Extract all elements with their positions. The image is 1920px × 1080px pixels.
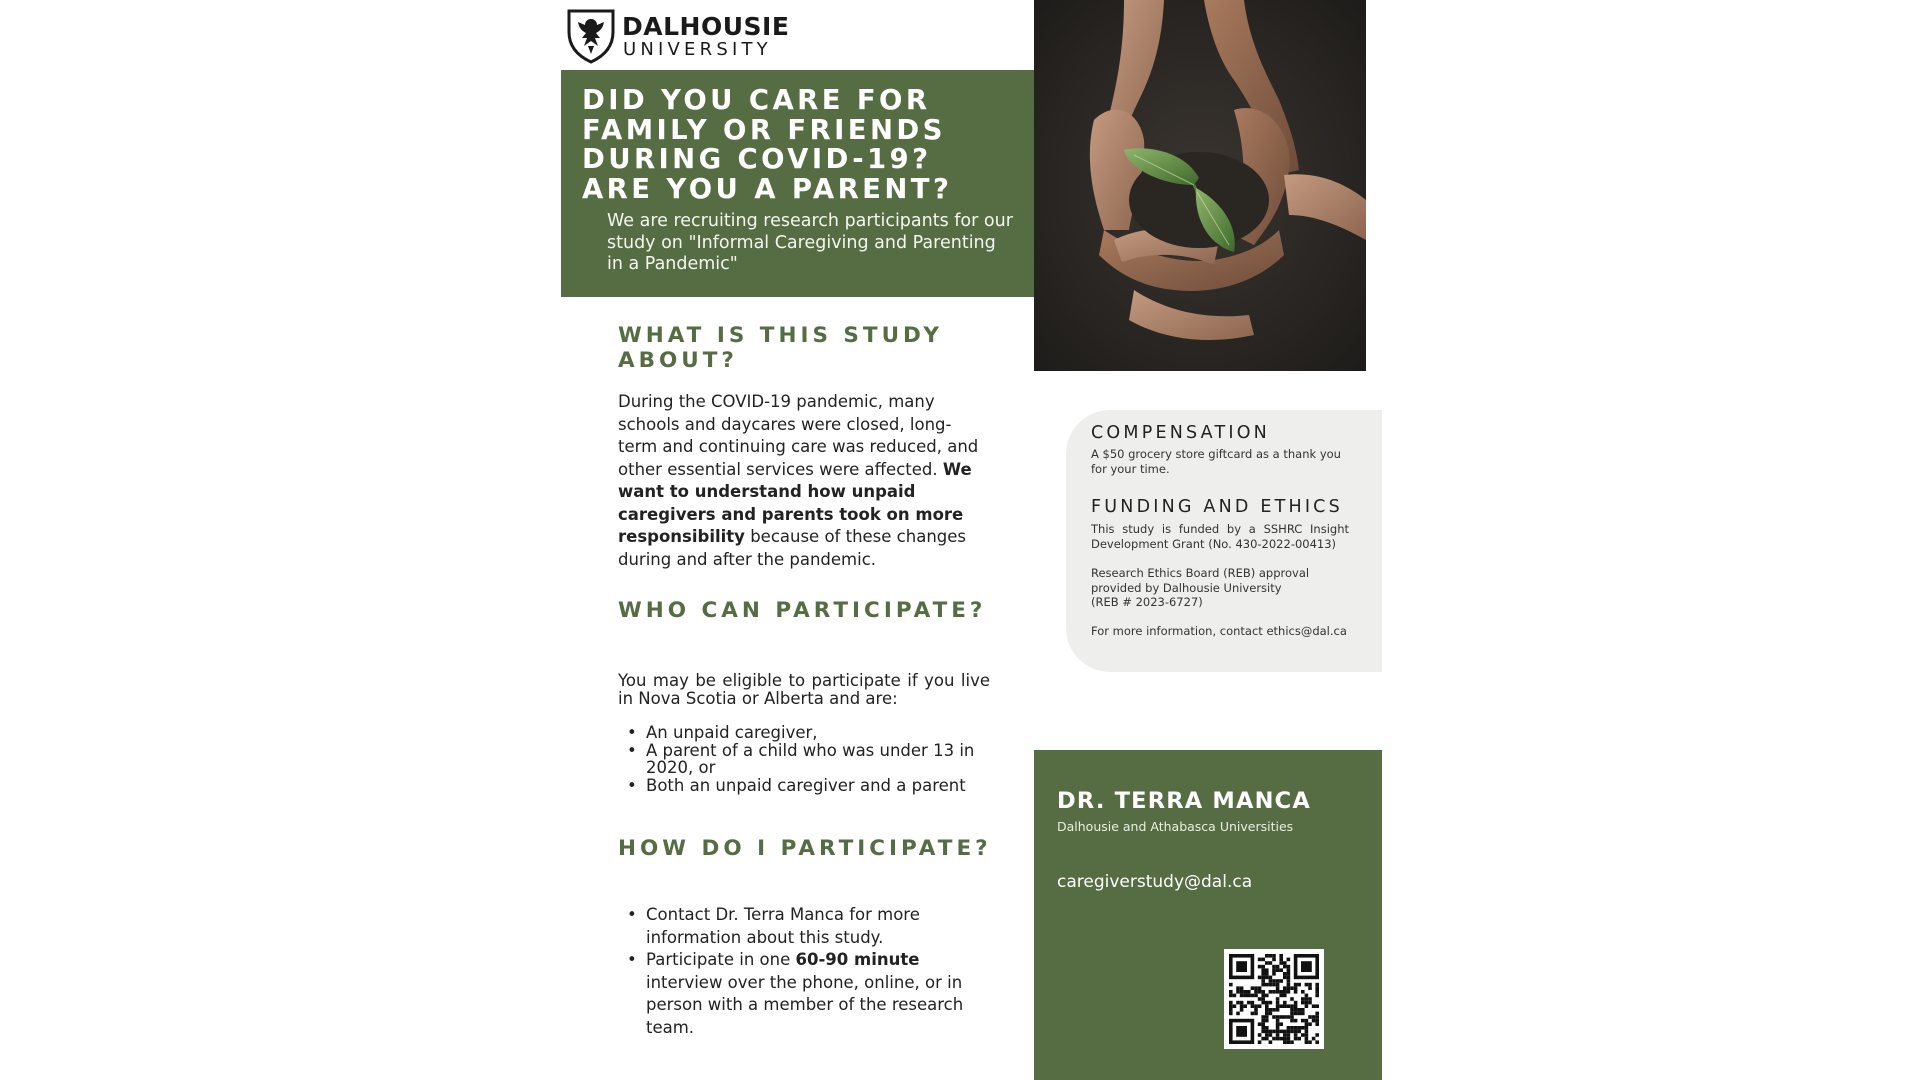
list-item: • An unpaid caregiver,: [618, 724, 978, 742]
what-text-bold: We want to understand how unpaid caregivers and parents took on more responsibility: [618, 459, 972, 546]
researcher-name: DR. TERRA MANCA: [1057, 788, 1311, 814]
eligibility-list: [618, 724, 978, 794]
list-item: • Contact Dr. Terra Manca for more information about this study.: [618, 904, 978, 949]
list-item: • Both an unpaid caregiver and a parent: [618, 777, 978, 795]
qr-code-icon[interactable]: [1224, 949, 1324, 1049]
list-item: • A parent of a child who was under 13 in 2020, or: [618, 742, 978, 777]
who-heading: WHO CAN PARTICIPATE?: [618, 598, 987, 623]
contact-block: [1034, 750, 1382, 1080]
hero-title-line: DURING COVID-19?: [582, 143, 932, 175]
dalhousie-logo: [566, 8, 790, 64]
hero-banner: [561, 70, 1034, 297]
funding-text: This study is funded by a SSHRC Insight Development Grant (No. 430-2022-00413): [1091, 522, 1349, 551]
hands-seedling-photo: [1034, 0, 1366, 371]
how-item-part: Participate in one: [646, 950, 796, 969]
contact-email-link[interactable]: caregiverstudy@dal.ca: [1057, 872, 1253, 892]
hero-title-line: FAMILY OR FRIENDS: [582, 113, 946, 146]
hero-title-line: ARE YOU A PARENT?: [582, 172, 953, 205]
reb-line: (REB # 2023-6727): [1091, 595, 1203, 609]
how-item-part: interview over the phone, online, or in person with a member of the research team.: [646, 972, 964, 1037]
hero-title: [582, 86, 952, 204]
ethics-contact-text: For more information, contact ethics@dal.ca: [1091, 624, 1347, 638]
how-heading: HOW DO I PARTICIPATE?: [618, 836, 992, 861]
funding-heading: FUNDING AND ETHICS: [1091, 497, 1343, 517]
hero-subtitle: We are recruiting research participants for our study on "Informal Caregiving and Parenting in a Pandemic": [607, 211, 1013, 274]
what-text-part: During the COVID-19 pandemic, many schools and daycares were closed, long-term and continuing care was reduced, and other essential services were affected.: [618, 392, 979, 479]
compensation-box: [1066, 410, 1382, 672]
list-item: [618, 949, 978, 1039]
how-list: [618, 904, 978, 1039]
qr-code-graphic: [1224, 949, 1324, 1049]
logo-name: DALHOUSIE: [622, 12, 790, 41]
who-intro: You may be eligible to participate if you live in Nova Scotia or Alberta and are:: [618, 671, 990, 708]
what-text: [618, 391, 988, 571]
shield-icon: [566, 8, 616, 64]
hands-holding-seedling-photo: [1034, 0, 1366, 371]
how-item-bold: 60-90 minute: [795, 950, 920, 969]
what-text-part: because of these changes during and after the pandemic.: [618, 527, 966, 569]
reb-line: Research Ethics Board (REB) approval: [1091, 566, 1310, 580]
researcher-affiliation: Dalhousie and Athabasca Universities: [1057, 819, 1294, 834]
logo-subname: UNIVERSITY: [623, 39, 772, 60]
what-heading: WHAT IS THIS STUDY ABOUT?: [618, 323, 943, 373]
hero-title-line: DID YOU CARE FOR: [582, 84, 931, 116]
compensation-heading: COMPENSATION: [1091, 423, 1270, 443]
reb-text: [1091, 566, 1349, 610]
compensation-text: A $50 grocery store giftcard as a thank you for your time.: [1091, 447, 1341, 476]
reb-line: provided by Dalhousie University: [1091, 580, 1282, 595]
